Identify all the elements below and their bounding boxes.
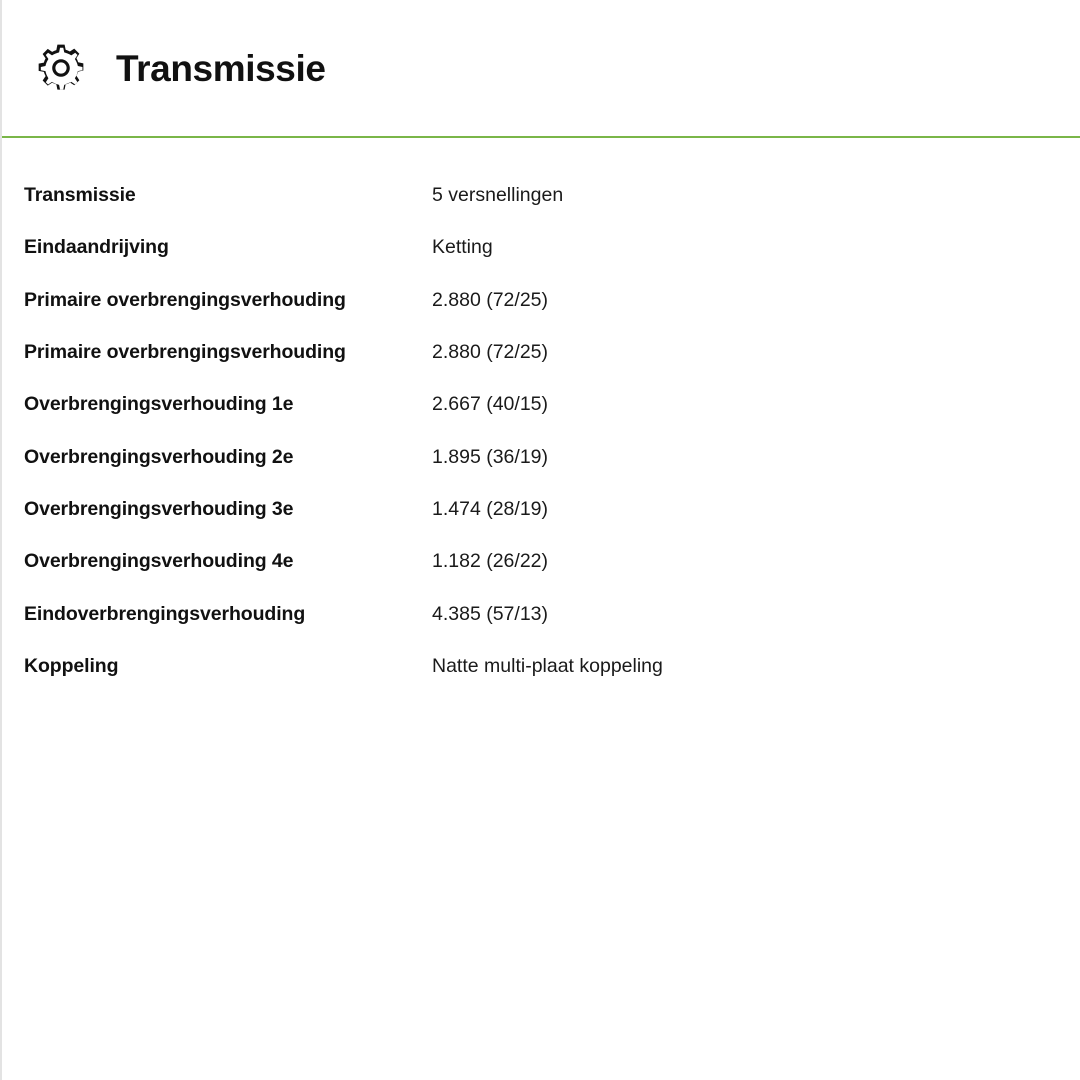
spec-label: Eindaandrijving [24,236,169,259]
page-left-border [0,0,2,1080]
spec-table [0,182,1080,679]
table-row [24,496,1080,522]
spec-label: Eindoverbrengingsverhouding [24,602,306,625]
table-row [24,391,1080,417]
spec-label: Primaire overbrengingsverhouding [24,288,346,311]
spec-label: Overbrengingsverhouding 2e [24,445,294,468]
table-row [24,601,1080,627]
spec-value: 5 versnellingen [432,184,564,206]
spec-label: Overbrengingsverhouding 1e [24,393,294,416]
spec-label: Primaire overbrengingsverhouding [24,340,346,363]
spec-value: 2.880 (72/25) [432,288,549,311]
table-row [24,339,1080,365]
spec-value: 1.182 (26/22) [432,550,549,573]
spec-label: Koppeling [24,654,119,677]
table-row [24,234,1080,260]
spec-value: 2.667 (40/15) [432,393,549,416]
table-row [24,444,1080,470]
spec-label: Overbrengingsverhouding 4e [24,550,294,573]
spec-label: Transmissie [24,184,136,206]
table-row [24,182,1080,208]
table-row [24,653,1080,679]
section-header [0,0,1080,136]
spec-label: Overbrengingsverhouding 3e [24,497,294,520]
page-title: Transmissie [116,47,326,89]
spec-value: 2.880 (72/25) [432,340,549,363]
gear-icon [34,41,88,95]
spec-value: 1.474 (28/19) [432,497,549,520]
spec-value: Ketting [432,236,493,259]
header-divider [0,136,1080,138]
spec-value: 4.385 (57/13) [432,602,549,625]
table-row [24,287,1080,313]
spec-value: Natte multi-plaat koppeling [432,654,663,677]
spec-value: 1.895 (36/19) [432,445,549,468]
table-row [24,548,1080,574]
